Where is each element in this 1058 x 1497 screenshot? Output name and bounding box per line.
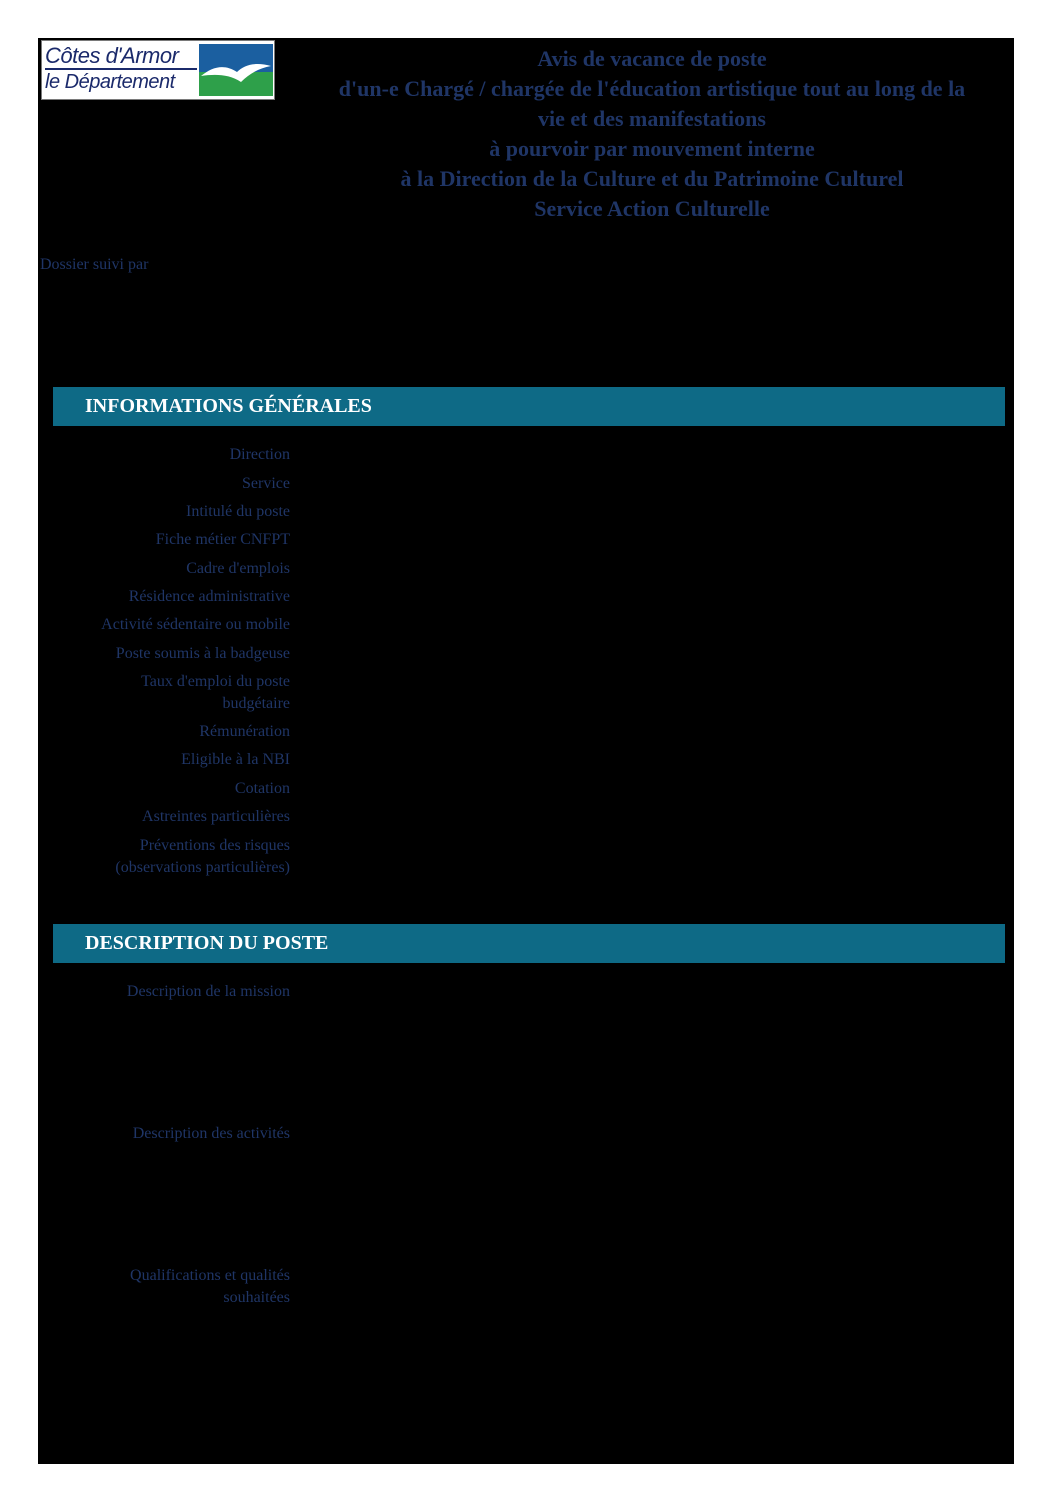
section-heading-description: DESCRIPTION DU POSTE — [53, 924, 1005, 963]
field-label-residence: Résidence administrative — [128, 588, 290, 605]
field-label-employment-rate-line-2: budgétaire — [222, 695, 290, 712]
field-label-mission: Description de la mission — [126, 983, 290, 1000]
field-label-qualifications-line-2: souhaitées — [223, 1289, 290, 1306]
title-line-4: à pourvoir par mouvement interne — [489, 136, 815, 161]
field-label-job-title: Intitulé du poste — [186, 503, 290, 520]
field-label-service: Service — [242, 475, 290, 492]
field-label-badge: Poste soumis à la badgeuse — [115, 645, 290, 662]
field-label-astreintes: Astreintes particulières — [142, 808, 290, 825]
field-label-risk-prevention — [40, 835, 290, 879]
field-label-employment-framework: Cadre d'emplois — [186, 560, 290, 577]
title-line-6: Service Action Culturelle — [534, 196, 770, 221]
dossier-label: Dossier suivi par — [40, 256, 149, 273]
field-label-activities: Description des activités — [132, 1125, 290, 1142]
logo-text — [45, 44, 197, 96]
page-title — [292, 44, 1012, 224]
logo — [41, 40, 275, 100]
title-line-2: d'un-e Chargé / chargée de l'éducation artistique tout au long de la — [338, 76, 966, 101]
title-line-5: à la Direction de la Culture et du Patrimoine Culturel — [400, 166, 904, 191]
field-label-qualifications — [40, 1265, 290, 1309]
title-line-3: vie et des manifestations — [538, 106, 766, 131]
field-label-cnfpt-sheet: Fiche métier CNFPT — [155, 531, 290, 548]
field-label-employment-rate-line-1: Taux d'emploi du poste — [141, 673, 290, 690]
field-label-remuneration: Rémunération — [199, 723, 290, 740]
field-label-risk-prevention-line-1: Préventions des risques — [139, 837, 290, 854]
logo-line-2: le Département — [45, 71, 175, 93]
field-label-activity-type: Activité sédentaire ou mobile — [101, 616, 290, 633]
field-label-risk-prevention-line-2: (observations particulières) — [115, 859, 290, 876]
field-label-nbi: Eligible à la NBI — [181, 751, 290, 768]
title-line-1: Avis de vacance de poste — [537, 46, 767, 71]
section-heading-general: INFORMATIONS GÉNÉRALES — [53, 387, 1005, 426]
field-label-cotation: Cotation — [234, 780, 290, 797]
field-label-employment-rate — [40, 671, 290, 715]
logo-line-1: Côtes d'Armor — [45, 44, 197, 70]
bird-icon — [199, 44, 273, 96]
field-label-direction: Direction — [229, 446, 290, 463]
field-label-qualifications-line-1: Qualifications et qualités — [130, 1267, 290, 1284]
